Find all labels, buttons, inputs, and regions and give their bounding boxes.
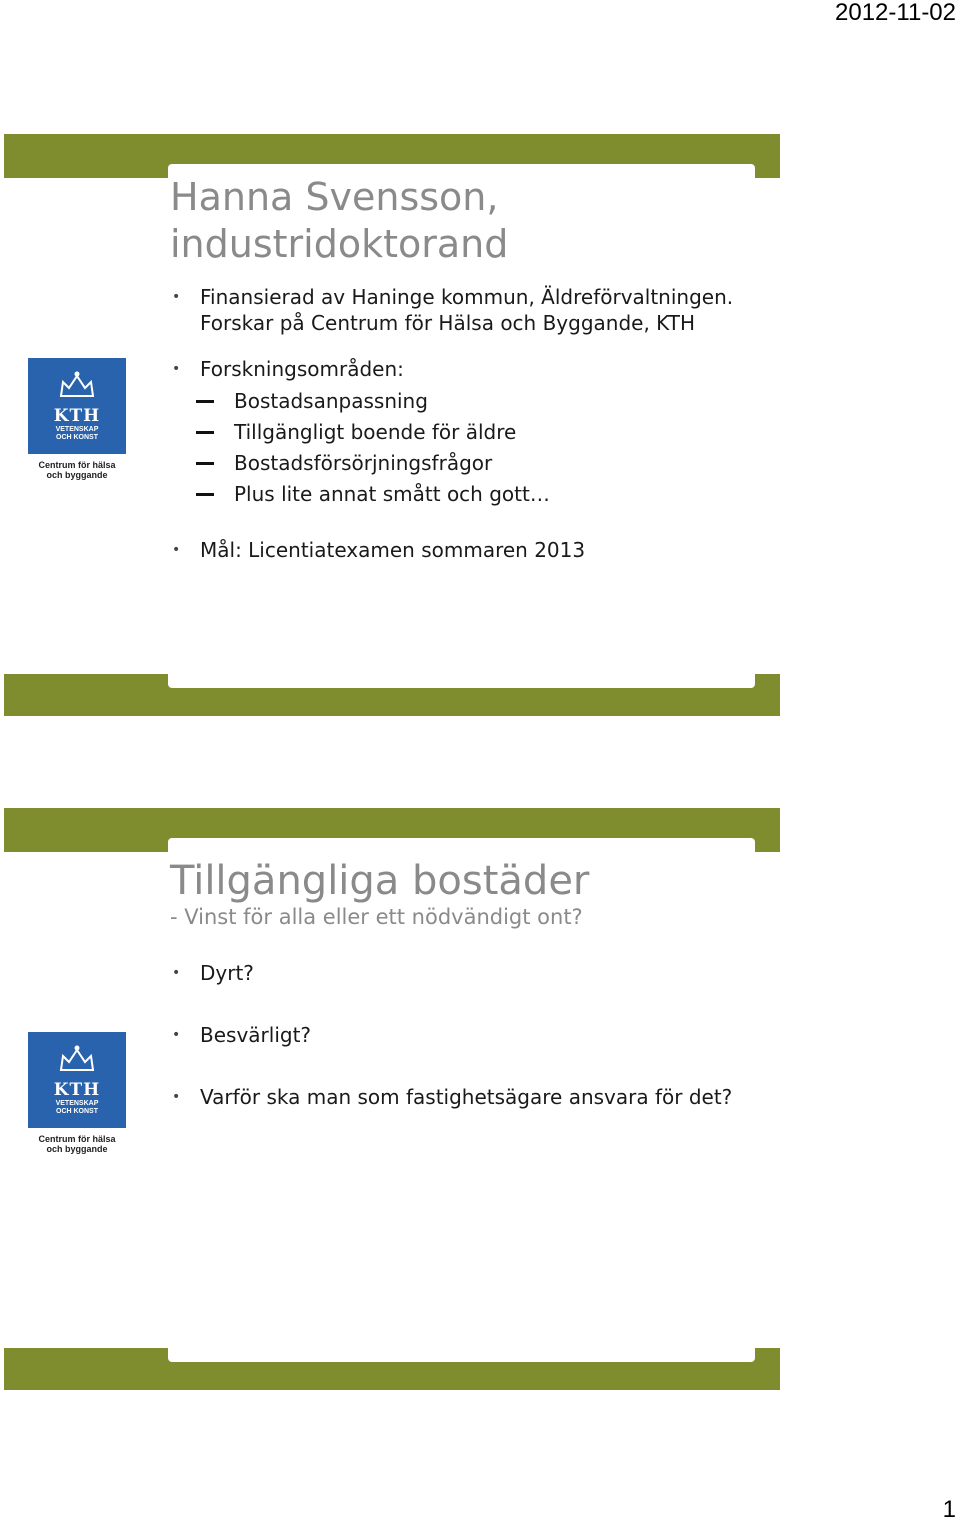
logo-caption (28, 460, 126, 480)
sub-bullet-item (200, 419, 740, 445)
sub-bullet-text: Tillgängligt boende för äldre (234, 420, 517, 444)
bullet-item (170, 356, 740, 507)
bullet-dot-icon: • (172, 542, 181, 558)
sub-bullet-text: Bostadsanpassning (234, 389, 428, 413)
sub-bullet-list (200, 388, 740, 507)
bullet-item (170, 537, 740, 563)
crown-icon (57, 1044, 97, 1074)
bullet-dot-icon: • (172, 965, 181, 981)
logo-sub-line1: VETENSKAP (55, 1100, 99, 1107)
bullet-text: Varför ska man som fastighetsägare ansvara för det? (200, 1085, 733, 1109)
kth-crest-icon (28, 1032, 126, 1128)
crown-icon (57, 370, 97, 400)
logo-caption (28, 1134, 126, 1154)
bullet-list (170, 284, 740, 563)
bullet-item (170, 1084, 740, 1110)
logo-kth-text: KTH (53, 1080, 101, 1100)
sub-bullet-item (200, 388, 740, 414)
bullet-text: Mål: Licentiatexamen sommaren 2013 (200, 538, 586, 562)
bullet-text: Finansierad av Haninge kommun, Äldreförvaltningen. Forskar på Centrum för Hälsa och Byggande, KTH (200, 285, 734, 335)
logo-caption-line1: Centrum för hälsa (38, 1134, 116, 1144)
sub-bullet-item (200, 450, 740, 476)
slide-title-line2: industridoktorand (170, 222, 509, 266)
bullet-item (170, 960, 740, 986)
logo-sub-line1: VETENSKAP (55, 426, 99, 433)
slide-title-line1: Hanna Svensson, (170, 175, 499, 219)
dash-icon (196, 400, 214, 403)
slide-2 (4, 808, 780, 1392)
kth-crest-icon (28, 358, 126, 454)
bullet-dot-icon: • (172, 289, 181, 305)
bullet-list (170, 960, 740, 1110)
bullet-item (170, 1022, 740, 1048)
bullet-dot-icon: • (172, 361, 181, 377)
slide-1 (4, 134, 780, 718)
kth-logo (28, 358, 128, 480)
bullet-text: Dyrt? (200, 961, 254, 985)
logo-caption-line1: Centrum för hälsa (38, 460, 116, 470)
logo-caption-line2: och byggande (46, 1144, 108, 1154)
page-date: 2012-11-02 (835, 0, 956, 26)
dash-icon (196, 493, 214, 496)
sub-bullet-text: Bostadsförsörjningsfrågor (234, 451, 493, 475)
logo-sub-line2: OCH KONST (56, 434, 98, 441)
slide-subtitle: - Vinst för alla eller ett nödvändigt ont? (170, 905, 583, 929)
slide-bottom-bar-notch (168, 1344, 755, 1362)
dash-icon (196, 431, 214, 434)
kth-logo (28, 1032, 128, 1154)
slide-title (170, 174, 508, 268)
slide-top-bar-notch (168, 838, 755, 858)
page-number: 1 (942, 1496, 956, 1523)
slide-title: Tillgängliga bostäder (170, 858, 590, 904)
bullet-text: Besvärligt? (200, 1023, 312, 1047)
slide-bottom-bar-notch (168, 670, 755, 688)
bullet-dot-icon: • (172, 1089, 181, 1105)
bullet-dot-icon: • (172, 1027, 181, 1043)
sub-bullet-text: Plus lite annat smått och gott… (234, 482, 550, 506)
bullet-text: Forskningsområden: (200, 357, 404, 381)
logo-kth-text: KTH (53, 406, 101, 426)
bullet-item (170, 284, 740, 336)
dash-icon (196, 462, 214, 465)
sub-bullet-item (200, 481, 740, 507)
logo-caption-line2: och byggande (46, 470, 108, 480)
logo-sub-line2: OCH KONST (56, 1108, 98, 1115)
